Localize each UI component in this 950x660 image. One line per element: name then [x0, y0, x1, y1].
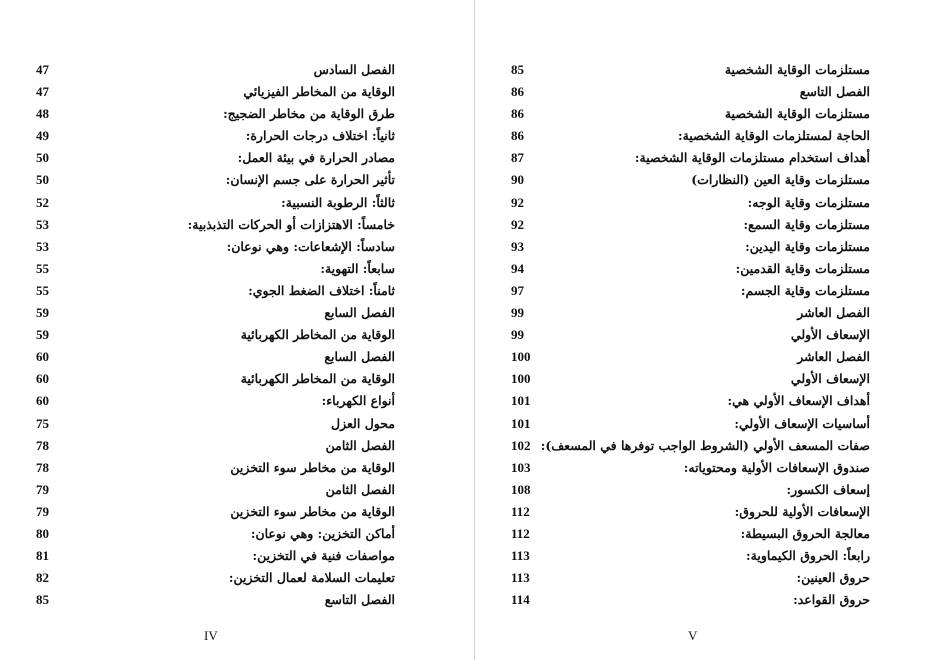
- toc-entry-page-number: 90: [511, 172, 524, 188]
- toc-entry-page-number: 92: [511, 194, 524, 210]
- toc-entry-page-number: 108: [511, 481, 531, 497]
- toc-entry: [30, 501, 395, 523]
- toc-entry-page-number: 81: [36, 548, 49, 564]
- toc-entry-page-number: 55: [36, 282, 49, 298]
- toc-entry-title: الفصل السابع: [324, 349, 395, 365]
- toc-entry-page-number: 97: [511, 282, 524, 298]
- left-page-folio: IV: [204, 628, 218, 643]
- toc-entry-page-number: 114: [511, 592, 530, 608]
- toc-entry: [30, 236, 395, 258]
- toc-entry: [505, 214, 870, 236]
- toc-entry-title: ثانياً: اختلاف درجات الحرارة:: [245, 128, 395, 144]
- toc-entry-page-number: 99: [511, 327, 524, 343]
- toc-entry-title: حروق العينين:: [796, 570, 870, 586]
- left-page-toc: [30, 59, 395, 611]
- toc-entry-title: أهداف استخدام مستلزمات الوقاية الشخصية:: [634, 150, 870, 166]
- toc-entry-page-number: 85: [511, 62, 524, 77]
- toc-entry-title: محول العزل: [331, 415, 395, 431]
- toc-entry-page-number: 47: [36, 62, 49, 77]
- toc-entry-title: الإسعاف الأولي: [790, 327, 870, 343]
- toc-entry-title: أساسيات الإسعاف الأولي:: [734, 415, 870, 431]
- toc-entry: [505, 501, 870, 523]
- toc-entry-page-number: 79: [36, 503, 49, 519]
- toc-entry: [505, 413, 870, 435]
- toc-entry: [30, 457, 395, 479]
- toc-entry: [505, 346, 870, 368]
- toc-entry: [505, 435, 870, 457]
- toc-entry: [30, 346, 395, 368]
- toc-entry: [30, 280, 395, 302]
- toc-entry: [30, 589, 395, 611]
- right-page-toc: [505, 59, 870, 611]
- toc-entry-title: الإسعاف الأولي: [790, 371, 870, 387]
- toc-entry: [30, 214, 395, 236]
- toc-entry-page-number: 100: [511, 349, 531, 365]
- toc-entry-page-number: 113: [511, 548, 530, 564]
- toc-entry-title: مستلزمات وقاية السمع:: [743, 216, 870, 232]
- toc-entry-title: الفصل التاسع: [799, 84, 870, 100]
- page-gutter-divider: [474, 0, 475, 660]
- toc-entry-title: الفصل التاسع: [324, 592, 395, 608]
- toc-entry-title: ثامناً: اختلاف الضغط الجوي:: [248, 282, 395, 298]
- toc-entry: [505, 81, 870, 103]
- right-page-folio: V: [688, 628, 698, 643]
- toc-entry-page-number: 59: [36, 327, 49, 343]
- toc-entry-page-number: 101: [511, 415, 531, 431]
- toc-entry: [505, 368, 870, 390]
- toc-entry-title: الوقاية من المخاطر الفيزيائي: [243, 84, 395, 100]
- toc-entry-title: مستلزمات وقاية القدمين:: [735, 260, 870, 276]
- toc-entry: [30, 258, 395, 280]
- toc-entry-title: الفصل السادس: [313, 62, 395, 77]
- toc-entry-title: الوقاية من مخاطر سوء التخزين: [230, 459, 395, 475]
- toc-entry-title: مستلزمات وقاية الجسم:: [740, 282, 870, 298]
- toc-entry-title: مواصفات فنية في التخزين:: [252, 548, 395, 564]
- toc-entry-title: الإسعافات الأولية للحروق:: [734, 503, 870, 519]
- toc-entry: [30, 413, 395, 435]
- toc-entry-title: حروق القواعد:: [793, 592, 870, 608]
- toc-entry-title: سادساً: الإشعاعات: وهي نوعان:: [226, 238, 395, 254]
- toc-entry-title: الفصل السابع: [324, 305, 395, 321]
- toc-entry-page-number: 112: [511, 525, 530, 541]
- toc-entry-title: مستلزمات وقاية العين (النظارات): [691, 172, 870, 188]
- toc-entry: [30, 545, 395, 567]
- toc-entry: [505, 280, 870, 302]
- toc-entry-page-number: 52: [36, 194, 49, 210]
- toc-entry-page-number: 112: [511, 503, 530, 519]
- toc-entry-page-number: 53: [36, 216, 49, 232]
- toc-entry-page-number: 49: [36, 128, 49, 144]
- toc-entry-page-number: 50: [36, 150, 49, 166]
- toc-entry-page-number: 86: [511, 106, 524, 122]
- toc-entry-title: معالجة الحروق البسيطة:: [740, 525, 870, 541]
- toc-entry-page-number: 48: [36, 106, 49, 122]
- toc-entry: [30, 390, 395, 412]
- toc-entry-title: الوقاية من مخاطر سوء التخزين: [230, 503, 395, 519]
- toc-entry-page-number: 86: [511, 84, 524, 100]
- toc-entry: [30, 435, 395, 457]
- toc-entry-page-number: 85: [36, 592, 49, 608]
- toc-entry: [30, 192, 395, 214]
- toc-entry-title: مصادر الحرارة في بيئة العمل:: [237, 150, 395, 166]
- toc-entry-title: سابعاً: التهوية:: [320, 260, 395, 276]
- toc-entry: [30, 59, 395, 81]
- toc-entry-page-number: 93: [511, 238, 524, 254]
- toc-entry-title: تعليمات السلامة لعمال التخزين:: [228, 570, 395, 586]
- toc-entry: [505, 103, 870, 125]
- toc-entry: [505, 59, 870, 81]
- toc-entry-title: الحاجة لمستلزمات الوقاية الشخصية:: [677, 128, 870, 144]
- toc-entry-title: تأثير الحرارة على جسم الإنسان:: [225, 172, 395, 188]
- toc-entry: [30, 103, 395, 125]
- toc-entry-page-number: 55: [36, 260, 49, 276]
- toc-entry-page-number: 60: [36, 393, 49, 409]
- toc-entry: [30, 125, 395, 147]
- toc-entry-page-number: 47: [36, 84, 49, 100]
- toc-entry: [505, 479, 870, 501]
- toc-entry-title: الفصل العاشر: [797, 349, 870, 365]
- toc-entry-title: أهداف الإسعاف الأولي هي:: [727, 393, 870, 409]
- toc-entry: [505, 147, 870, 169]
- toc-entry: [505, 457, 870, 479]
- toc-entry-title: خامساً: الاهتزازات أو الحركات التذبذبية:: [187, 216, 395, 232]
- toc-entry: [30, 567, 395, 589]
- toc-entry-title: الفصل الثامن: [325, 481, 395, 497]
- toc-entry-title: الفصل الثامن: [325, 437, 395, 453]
- toc-entry-page-number: 101: [511, 393, 531, 409]
- toc-entry-page-number: 79: [36, 481, 49, 497]
- toc-entry-title: مستلزمات وقاية اليدين:: [745, 238, 870, 254]
- toc-entry-page-number: 99: [511, 305, 524, 321]
- toc-entry-page-number: 82: [36, 570, 49, 586]
- toc-entry: [30, 523, 395, 545]
- toc-entry-page-number: 53: [36, 238, 49, 254]
- toc-entry-page-number: 92: [511, 216, 524, 232]
- toc-entry: [505, 258, 870, 280]
- toc-entry: [30, 368, 395, 390]
- toc-entry: [505, 236, 870, 258]
- toc-entry: [30, 479, 395, 501]
- toc-entry-title: مستلزمات الوقاية الشخصية: [724, 62, 870, 77]
- toc-entry-title: ثالثاً: الرطوبة النسبية:: [281, 194, 395, 210]
- toc-entry: [505, 523, 870, 545]
- toc-entry-page-number: 80: [36, 525, 49, 541]
- toc-entry: [30, 324, 395, 346]
- toc-entry-page-number: 60: [36, 349, 49, 365]
- toc-entry-page-number: 75: [36, 415, 49, 431]
- toc-entry: [505, 192, 870, 214]
- toc-entry: [30, 302, 395, 324]
- toc-entry-title: الوقاية من المخاطر الكهربائية: [240, 371, 395, 387]
- toc-entry-page-number: 87: [511, 150, 524, 166]
- toc-entry-title: رابعاً: الحروق الكيماوية:: [746, 548, 870, 564]
- toc-entry: [30, 147, 395, 169]
- toc-entry-page-number: 86: [511, 128, 524, 144]
- toc-entry-title: صندوق الإسعافات الأولية ومحتوياته:: [683, 459, 870, 475]
- toc-entry-page-number: 78: [36, 437, 49, 453]
- toc-entry-title: مستلزمات وقاية الوجه:: [747, 194, 870, 210]
- toc-entry-title: طرق الوقاية من مخاطر الضجيج:: [223, 106, 395, 122]
- toc-entry: [505, 390, 870, 412]
- toc-entry: [505, 567, 870, 589]
- toc-entry-page-number: 103: [511, 459, 531, 475]
- toc-entry-title: أنواع الكهرباء:: [321, 393, 395, 409]
- toc-entry-page-number: 60: [36, 371, 49, 387]
- toc-entry: [505, 589, 870, 611]
- toc-entry-page-number: 50: [36, 172, 49, 188]
- toc-entry-title: الفصل العاشر: [797, 305, 870, 321]
- toc-entry-page-number: 100: [511, 371, 531, 387]
- toc-entry-page-number: 102: [511, 437, 531, 453]
- toc-entry: [505, 545, 870, 567]
- toc-entry-title: مستلزمات الوقاية الشخصية: [724, 106, 870, 122]
- toc-entry-page-number: 78: [36, 459, 49, 475]
- toc-entry-title: الوقاية من المخاطر الكهربائية: [240, 327, 395, 343]
- toc-entry-page-number: 113: [511, 570, 530, 586]
- toc-entry: [505, 302, 870, 324]
- toc-entry-title: إسعاف الكسور:: [786, 481, 870, 497]
- toc-entry: [30, 81, 395, 103]
- toc-entry-page-number: 94: [511, 260, 524, 276]
- toc-entry-page-number: 59: [36, 305, 49, 321]
- toc-entry-title: أماكن التخزين: وهي نوعان:: [250, 525, 395, 541]
- toc-entry: [505, 169, 870, 191]
- toc-entry: [505, 125, 870, 147]
- toc-entry: [505, 324, 870, 346]
- toc-entry-title: صفات المسعف الأولي (الشروط الواجب توفرها في المسعف):: [540, 437, 870, 453]
- toc-entry: [30, 169, 395, 191]
